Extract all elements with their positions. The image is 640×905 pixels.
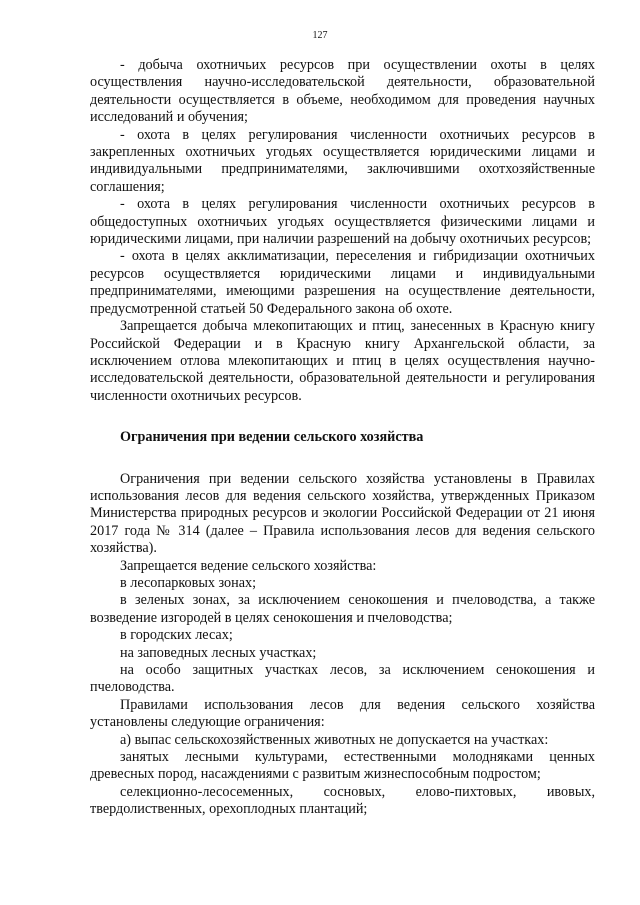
list-item: на особо защитных участках лесов, за исключением сенокошения и пчеловодства.	[90, 662, 595, 696]
list-item: занятых лесными культурами, естественными молодняками ценных древесных пород, насаждениями с развитым жизнеспособным подростом;	[90, 749, 595, 783]
section-heading: Ограничения при ведении сельского хозяйства	[120, 429, 424, 446]
document-body	[90, 57, 595, 819]
paragraph: Запрещается ведение сельского хозяйства:	[120, 557, 377, 574]
list-item: на заповедных лесных участках;	[120, 644, 317, 661]
paragraph: - охота в целях регулирования численности охотничьих ресурсов в закрепленных охотничьих угодьях осуществляется юридическими лицами и индивидуальными предпринимателями, заключившими охотхозяйственные соглашения;	[90, 126, 595, 195]
list-item: в лесопарковых зонах;	[120, 574, 257, 591]
paragraph: - охота в целях регулирования численности охотничьих ресурсов в общедоступных охотничьих угодьях осуществляется физическими лицами и юридическими лицами, при наличии разрешений на добычу охотничьих ресурсов;	[90, 196, 595, 248]
paragraph: Запрещается добыча млекопитающих и птиц, занесенных в Красную книгу Российской Федерации и в Красную книгу Архангельской области, за исключением отлова млекопитающих и птиц в целях осуществления научно-исследовательской деятельности, образовательной деятельности и регулирования численности охотничьих ресурсов.	[90, 318, 595, 404]
paragraph: - охота в целях акклиматизации, переселения и гибридизации охотничьих ресурсов осуществляется юридическими лицами и индивидуальными предпринимателями, имеющими разрешения на осуществление деятельности, предусмотренной статьей 50 Федерального закона об охоте.	[90, 248, 595, 317]
list-item: в зеленых зонах, за исключением сенокошения и пчеловодства, а также возведение изгородей в целях сенокошения и пчеловодства;	[90, 592, 595, 626]
list-item: в городских лесах;	[120, 627, 233, 644]
paragraph: - добыча охотничьих ресурсов при осуществлении охоты в целях осуществления научно-исследовательской деятельности, образовательной деятельности осуществляется в объеме, необходимом для проведения научных исследований и обучения;	[90, 57, 595, 126]
page-number: 127	[312, 30, 328, 41]
paragraph: Ограничения при ведении сельского хозяйства установлены в Правилах использования лесов для ведения сельского хозяйства, утвержденных Приказом Министерства природных ресурсов и экологии Российской Федерации от 21 июня 2017 года № 314 (далее – Правила использования лесов для ведения сельского хозяйства).	[90, 470, 595, 557]
list-item: селекционно-лесосеменных, сосновых, елово-пихтовых, ивовых, твердолиственных, орехоплодных плантаций;	[90, 783, 595, 818]
paragraph: Правилами использования лесов для ведения сельского хозяйства установлены следующие ограничения:	[90, 696, 595, 731]
list-item: а) выпас сельскохозяйственных животных не допускается на участках:	[120, 731, 549, 748]
